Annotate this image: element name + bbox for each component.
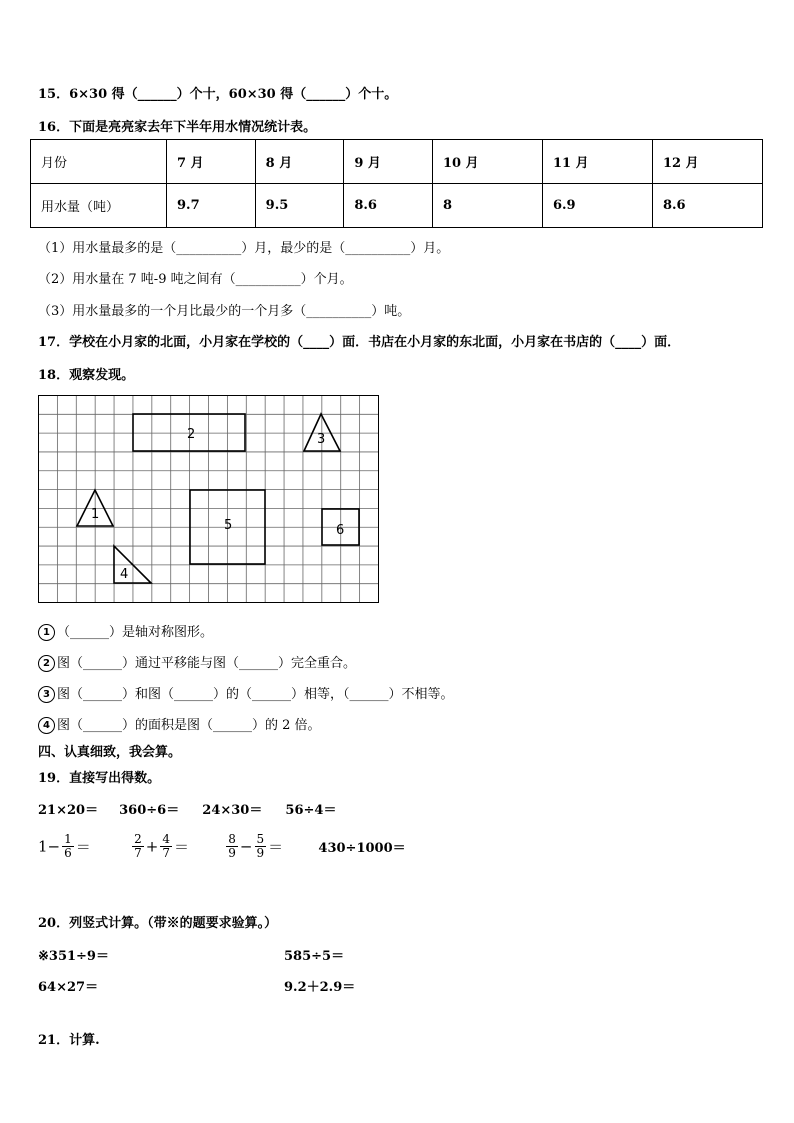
circled-number: 2 (38, 655, 55, 672)
table-cell: 用水量（吨） (31, 184, 167, 228)
question-17: 17．学校在小月家的北面，小月家在学校的（____）面．书店在小月家的东北面，小月家在书店的（____）面． (38, 335, 681, 350)
shape-2-label: 2 (187, 427, 196, 442)
equals-sign: ＝ (174, 838, 190, 856)
table-row (31, 140, 763, 184)
question-16-sub2: （2）用水量在 7 吨-9 吨之间有（__________）个月。 (38, 272, 353, 287)
fraction (255, 833, 267, 860)
question-19-title: 19．直接写出得数。 (38, 771, 161, 786)
shape-1-label: 1 (91, 507, 100, 522)
fraction (160, 833, 172, 860)
fraction (226, 833, 238, 860)
circled-number: 1 (38, 624, 55, 641)
table-cell: 8.6 (652, 184, 762, 228)
numerator: 2 (134, 832, 142, 846)
item-text: （______）是轴对称图形。 (57, 625, 214, 640)
question-18-title: 18．观察发现。 (38, 368, 135, 383)
item-text: 图（______）和图（______）的（______）相等，（______）不相等。 (57, 687, 454, 702)
table-cell: 6.9 (542, 184, 652, 228)
table-cell: 月份 (31, 140, 167, 184)
table-cell: 9.7 (167, 184, 256, 228)
denominator: 9 (228, 846, 236, 860)
q20-item: 585÷5＝ (284, 949, 345, 964)
equals-sign: ＝ (268, 838, 284, 856)
table-cell: 7 月 (167, 140, 256, 184)
shape-3-label: 3 (317, 432, 326, 447)
question-15: 15．6×30 得（______）个十，60×30 得（______）个十。 (38, 87, 398, 102)
expression: 21×20＝ (38, 803, 99, 818)
shape-grid-figure (38, 395, 380, 604)
denominator: 9 (256, 846, 265, 860)
table-cell: 8 (432, 184, 542, 228)
circled-number: 3 (38, 686, 55, 703)
shape-5-label: 5 (224, 518, 233, 533)
table-cell: 8 月 (255, 140, 344, 184)
table-cell: 9 月 (344, 140, 433, 184)
numerator: 5 (256, 832, 265, 846)
denominator: 7 (134, 846, 142, 860)
q20-item: 9.2＋2.9＝ (284, 980, 356, 995)
q20-item: 64×27＝ (38, 980, 99, 995)
question-16-title: 16．下面是亮亮家去年下半年用水情况统计表。 (38, 120, 317, 135)
fraction (62, 833, 74, 860)
question-21: 21．计算. (38, 1033, 100, 1048)
shape-4-label: 4 (120, 567, 129, 582)
denominator: 6 (64, 846, 72, 860)
question-20-title: 20．列竖式计算。（带※的题要求验算。） (38, 916, 278, 931)
fraction-expression: $\frac{8}{9}$ − $\frac{5}{9}$ ＝ (228, 832, 284, 860)
denominator: 7 (162, 846, 170, 860)
question-16-sub3: （3）用水量最多的一个月比最少的一个月多（__________）吨。 (38, 304, 411, 319)
item-text: 图（______）通过平移能与图（______）完全重合。 (57, 656, 357, 671)
question-18-item (38, 652, 356, 672)
q19-row1 (38, 799, 336, 818)
expression: 24×30＝ (202, 803, 263, 818)
fraction-expression: $\frac{2}{7}$ + $\frac{4}{7}$ ＝ (134, 832, 190, 860)
question-18-item (38, 621, 213, 641)
expression: 360÷6＝ (119, 803, 180, 818)
numerator: 1 (64, 832, 72, 846)
equals-sign: ＝ (75, 838, 91, 856)
whole-number: 1 (38, 837, 48, 856)
table-cell: 10 月 (432, 140, 542, 184)
fraction (132, 833, 144, 860)
table-cell: 8.6 (344, 184, 433, 228)
fraction-expression: 1− $\frac{1}{6}$ ＝ (38, 832, 91, 860)
section-heading: 四、认真细致，我会算。 (38, 745, 182, 760)
question-16-sub1: （1）用水量最多的是（__________）月，最少的是（__________）月。 (38, 241, 450, 256)
water-usage-table (30, 139, 763, 228)
expression: 56÷4＝ (285, 803, 337, 818)
shape-6-label: 6 (336, 523, 345, 538)
circled-number: 4 (38, 717, 55, 734)
q19-row2 (38, 833, 406, 860)
numerator: 4 (162, 832, 170, 846)
table-cell: 9.5 (255, 184, 344, 228)
item-text: 图（______）的面积是图（______）的 2 倍。 (57, 718, 321, 733)
table-cell: 11 月 (542, 140, 652, 184)
question-18-item (38, 683, 454, 703)
expression: 430÷1000＝ (318, 841, 406, 856)
q20-item: ※351÷9＝ (38, 949, 109, 964)
table-cell: 12 月 (652, 140, 762, 184)
numerator: 8 (228, 832, 236, 846)
question-18-item (38, 714, 321, 734)
table-row (31, 184, 763, 228)
